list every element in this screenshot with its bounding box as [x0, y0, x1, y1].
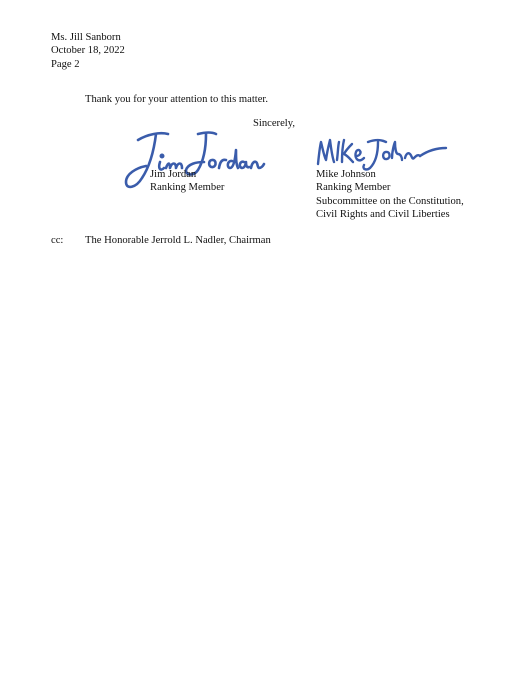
committee-line: Subcommittee on the Constitution, [316, 195, 464, 207]
closing-paragraph: Thank you for your attention to this matter. [85, 94, 269, 105]
letter-date: October 18, 2022 [51, 45, 125, 57]
cc-label: cc: [51, 235, 64, 246]
signature-block-jordan [150, 168, 224, 195]
signatory-name: Mike Johnson [316, 169, 376, 180]
signatory-name: Jim Jordan [150, 169, 197, 180]
page-number: Page 2 [51, 58, 80, 70]
signature-block-johnson [316, 168, 464, 221]
signatory-title: Ranking Member [316, 182, 391, 194]
signatory-title: Ranking Member [150, 182, 225, 194]
letter-header [51, 31, 125, 71]
cc-recipient: The Honorable Jerrold L. Nadler, Chairman [85, 235, 271, 246]
committee-line: Civil Rights and Civil Liberties [316, 208, 450, 220]
recipient-name: Ms. Jill Sanborn [51, 32, 121, 43]
complimentary-close: Sincerely, [253, 118, 295, 129]
